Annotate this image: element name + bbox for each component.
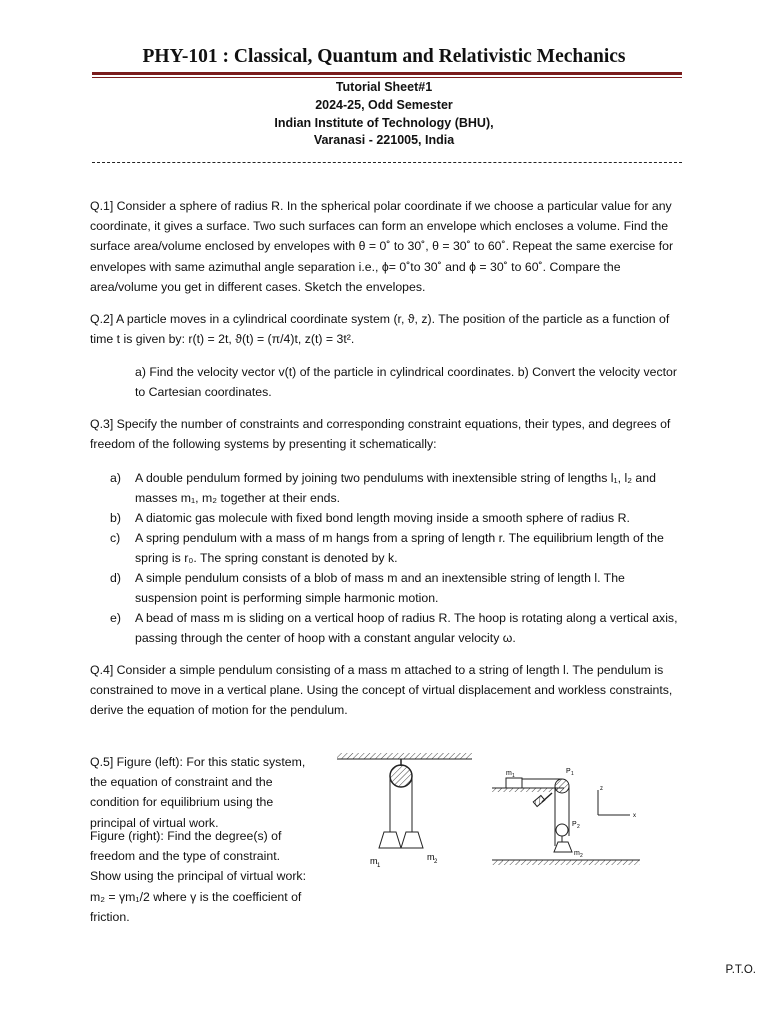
mass-m2 (554, 842, 572, 852)
address-label: Varanasi - 221005, India (313, 133, 455, 147)
label-right-m2: m (574, 850, 580, 857)
label-right-m1: m (506, 770, 512, 777)
semester-label: 2024-25, Odd Semester (315, 98, 453, 112)
question-2: Q.2] A particle moves in a cylindrical coordinate system (r, ϑ, z). The position of the particle as a function of time t is given by: r(t) = 2t, ϑ(t) = (π/4)t, z(t) = 3t². (90, 312, 670, 347)
label-p2-sub: 2 (577, 824, 580, 830)
axis-x-label: x (633, 813, 636, 819)
separator-line (92, 162, 682, 163)
label-p2: P (572, 821, 577, 828)
label-m2: m (427, 852, 435, 862)
page-footer: P.T.O. (725, 964, 756, 976)
question-2-sub: a) Find the velocity vector v(t) of the particle in cylindrical coordinates. b) Convert the velocity vector to Cartesian coordinates. (135, 365, 677, 400)
question-1: Q.1] Consider a sphere of radius R. In the spherical polar coordinate if we choose a particular value for any coordinate, it gives a surface. Two such surfaces can form an envelope which encloses a volume. Find the surface area/volume enclosed by envelopes with θ = 0˚ to 30˚, θ = 30˚ to 60˚. Repeat the same exercise for envelopes with same azimuthal angle separation i.e., ϕ= 0˚to 30˚ and ϕ = 30˚ to 60˚. Compare the area/volume you get in different cases. Sketch the envelopes. (90, 199, 674, 294)
label-p1: P (566, 768, 571, 775)
list-item: e) A bead of mass m is sliding on a vertical hoop of radius R. The hoop is rotating along a vertical axis, passing through the center of hoop with a constant angular velocity ω. (110, 611, 678, 646)
list-item: c) A spring pendulum with a mass of m hangs from a spring of length r. The equilibrium length of the spring is r₀. The spring constant is denoted by k. (110, 531, 664, 566)
axis-z-label: z (600, 786, 603, 792)
label-m1-sub: 1 (377, 863, 381, 869)
question-4: Q.4] Consider a simple pendulum consisting of a mass m attached to a string of length l. The pendulum is constrained to move in a vertical plane. Using the concept of virtual displacement and workless constraints, derive the equation of motion for the pendulum. (90, 663, 673, 718)
pulley-wheel (390, 765, 412, 787)
bracket-mount (533, 795, 545, 806)
pulley-figure-left (335, 748, 475, 878)
list-item: a) A double pendulum formed by joining two pendulums with inextensible string of lengths l₁, l₂ and masses m₁, m₂ together at their ends. (110, 471, 656, 506)
ceiling-hatch (337, 753, 472, 759)
block-m1 (506, 778, 522, 788)
label-m2-sub: 2 (434, 859, 438, 865)
label-right-m1-sub: 1 (512, 773, 515, 779)
question-5-right: Figure (right): Find the degree(s) of freedom and the type of constraint. Show using the principal of virtual work: m₂ = γm₁/2 where γ is the coefficient of friction. (90, 829, 306, 924)
label-right-m2-sub: 2 (580, 853, 583, 859)
list-item: b) A diatomic gas molecule with fixed bond length moving inside a smooth sphere of radius R. (110, 511, 630, 525)
mass-right (401, 832, 423, 848)
floor-hatch (492, 860, 640, 865)
page-title: PHY-101 : Classical, Quantum and Relativistic Mechanics (142, 46, 626, 67)
pulley-p1 (555, 779, 569, 793)
title-rule-thick (92, 72, 682, 75)
label-m1: m (370, 856, 378, 866)
question-3: Q.3] Specify the number of constraints and corresponding constraint equations, their types, and degrees of freedom of the following systems by presenting it schematically: (90, 417, 671, 452)
pulley-p2 (556, 824, 568, 836)
institute-label: Indian Institute of Technology (BHU), (274, 116, 494, 130)
table-surface (492, 788, 564, 792)
pulley-figure-right (490, 760, 660, 878)
list-item: d) A simple pendulum consists of a blob of mass m and an inextensible string of length l. The suspension point is performing simple harmonic motion. (110, 571, 625, 606)
question-5-left: Q.5] Figure (left): For this static system, the equation of constraint and the condition for equilibrium using the principal of virtual work. (90, 755, 306, 830)
mass-left (379, 832, 401, 848)
sheet-label: Tutorial Sheet#1 (335, 80, 433, 94)
label-p1-sub: 1 (571, 771, 574, 777)
